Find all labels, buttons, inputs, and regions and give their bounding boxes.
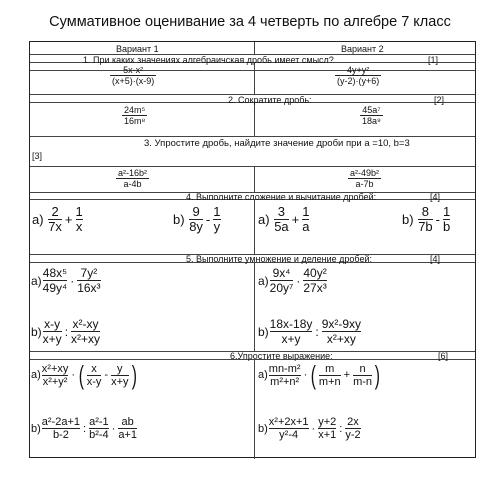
task-5-v1a-expression: a) 48x⁵ 49y⁴ · 7y² 16x³	[31, 266, 101, 295]
task-2-v2-fraction: 45a⁷ 18a⁹	[362, 105, 381, 126]
page-title: Суммативное оценивание за 4 четверть по алгебре 7 класс	[49, 14, 451, 30]
task-6-v2b-expression: b) x²+2x+1 y²-4 · y+2 x+1 : 2x y-2	[258, 416, 361, 441]
task-6-v1b-expression: b) a²-2a+1 b-2 : a²-1 b²-4 · ab a+1	[31, 416, 137, 441]
task-3-v1-fraction: a²-16b² a-4b	[118, 168, 148, 189]
task-6-score: [6]	[438, 351, 449, 361]
task-1-text: 1. При каких значениях алгебраичская дробь имеет смысл?	[83, 55, 334, 65]
task-5-v2b-expression: b) 18x-18y x+y : 9x²-9xy x²+xy	[258, 317, 362, 346]
task-2-score: [2]	[434, 95, 445, 105]
task-1-v2-fraction: 4y+y² (y-2)·(y+6)	[337, 65, 380, 86]
task-4-v2a-expression: a) 3 5a + 1 a	[258, 204, 310, 234]
task-1-v1-fraction: 5x-x² (x+5)·(x-9)	[112, 65, 155, 86]
task-4-v1a-expression: a) 2 7x + 1 x	[32, 204, 83, 234]
task-3-v2-fraction: a²-49b² a-7b	[350, 168, 380, 189]
task-3-score: [3]	[32, 151, 43, 161]
task-4-score: [4]	[430, 192, 441, 202]
task-3-text: 3. Упростите дробь, найдите значение дроби при а =10, b=3	[144, 138, 410, 149]
task-6-v2a-expression: a) mn-m² m²+n² · ( m m+n + n m-n )	[258, 360, 380, 390]
task-4-v1b-expression: b) 9 8y - 1 y	[173, 204, 221, 234]
task-4-v2b-expression: b) 8 7b - 1 b	[402, 204, 451, 234]
task-1-score: [1]	[428, 55, 439, 65]
task-5-v1b-expression: b) x-y x+y : x²-xy x²+xy	[31, 317, 101, 346]
task-5-v2a-expression: a) 9x⁴ 20y⁷ · 40y² 27x³	[258, 266, 327, 295]
task-2-v1-fraction: 24m⁵ 16m⁸	[124, 105, 146, 126]
task-6-text: 6.Упростите выражение:	[230, 351, 333, 361]
task-5-score: [4]	[430, 254, 441, 264]
task-4-text: 4. Выполните сложение и вычитание дробей:	[186, 192, 377, 202]
assessment-table	[29, 41, 476, 458]
variant-2-header: Вариант 2	[341, 44, 384, 54]
variant-1-header: Вариант 1	[116, 44, 159, 54]
task-5-text: 5. Выполните умножение и деление дробей:	[186, 254, 373, 264]
task-2-text: 2. Сократите дробь:	[228, 95, 312, 105]
task-6-v1a-expression: a) x²+xy x²+y² · ( x x-y - y x+y )	[31, 360, 137, 390]
